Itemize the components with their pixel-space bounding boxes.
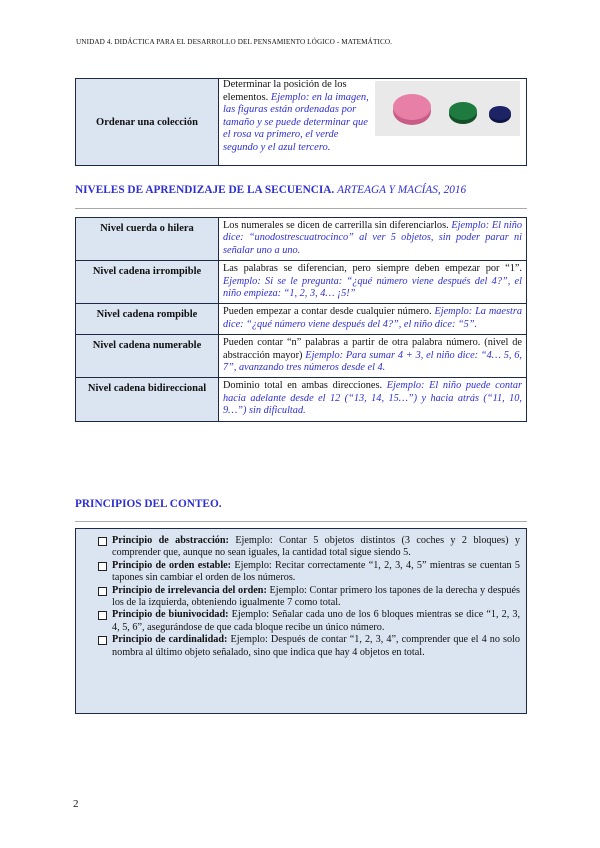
principle-text: Ejemplo: Contar primero los tapones de la derecha y después los de la izquierda, obteniendo igualmente 7 como total. bbox=[112, 584, 520, 609]
level-text: Dominio total en ambas direcciones. bbox=[223, 380, 383, 392]
table-row bbox=[76, 79, 527, 166]
table-row bbox=[76, 218, 527, 261]
principle-text: Ejemplo: Recitar correctamente “1, 2, 3, 4, 5” mientras se cuentan 5 tapones sin cambiar el orden de los números. bbox=[112, 559, 521, 584]
level-example: Ejemplo: El niño dice: “unodostrescuatrocinco” al ver 5 objetos, sin poder parar ni señalar uno a uno. bbox=[223, 220, 523, 256]
checkbox-icon bbox=[98, 537, 107, 546]
level-label: Nivel cadena rompible bbox=[76, 304, 219, 335]
level-text: Las palabras se diferencian, pero siempre deben empezar por “1”. bbox=[223, 263, 522, 275]
principles-list bbox=[96, 535, 520, 659]
ordering-table bbox=[75, 78, 527, 166]
list-item bbox=[96, 609, 520, 634]
levels-source: ARTEAGA Y MACÍAS, 2016 bbox=[337, 184, 467, 196]
row-label: Ordenar una colección bbox=[76, 79, 219, 166]
running-header: UNIDAD 4. DIDÁCTICA PARA EL DESARROLLO DEL PENSAMIENTO LÓGICO - MATEMÁTICO. bbox=[76, 38, 393, 46]
blue-disc-top bbox=[489, 106, 511, 120]
table-row bbox=[76, 378, 527, 421]
level-text: Pueden empezar a contar desde cualquier número. bbox=[223, 306, 432, 318]
principle-text: Ejemplo: Contar 5 objetos distintos (3 coches y 2 bloques) y comprender que, aunque no sean iguales, la cantidad total sigue siendo 5. bbox=[112, 535, 520, 559]
table-row bbox=[76, 261, 527, 304]
principle-title: Principio de orden estable: bbox=[112, 559, 232, 571]
page-number: 2 bbox=[73, 798, 79, 810]
level-label: Nivel cadena numerable bbox=[76, 335, 219, 378]
level-label: Nivel cuerda o hilera bbox=[76, 218, 219, 261]
principles-section-title: PRINCIPIOS DEL CONTEO. bbox=[75, 498, 222, 510]
list-item bbox=[96, 560, 520, 585]
ordering-text: Determinar la posición de los elementos. bbox=[223, 79, 347, 103]
section-divider bbox=[75, 521, 527, 522]
level-content bbox=[219, 218, 527, 261]
level-text: Pueden contar “n” palabras a partir de otra palabra número. (nivel de abstracción mayor) bbox=[223, 337, 522, 361]
principle-text: Ejemplo: Señalar cada uno de los 6 bloques mientras se dice “1, 2, 3, 4, 5, 6”, asegurándose de que cada bloque recibe un único número. bbox=[112, 609, 520, 633]
level-label: Nivel cadena bidireccional bbox=[76, 378, 219, 421]
list-item bbox=[96, 535, 520, 560]
ordering-example: Ejemplo: en la imagen, las figuras están ordenadas por tamaño y se puede determinar que el rosa va primero, el verde segundo y el azul tercero. bbox=[223, 91, 369, 153]
checkbox-icon bbox=[98, 587, 107, 596]
principle-title: Principio de irrelevancia del orden: bbox=[112, 584, 267, 596]
level-content bbox=[219, 261, 527, 304]
level-content bbox=[219, 304, 527, 335]
level-label: Nivel cadena irrompible bbox=[76, 261, 219, 304]
principle-text: Ejemplo: Después de contar “1, 2, 3, 4”, comprender que el 4 no solo nombra al último objeto señalado, sino que indica que hay 4 objetos en total. bbox=[112, 634, 521, 658]
level-content bbox=[219, 335, 527, 378]
levels-section-title bbox=[75, 184, 466, 196]
table-row bbox=[76, 304, 527, 335]
list-item bbox=[96, 634, 520, 659]
levels-table bbox=[75, 217, 527, 422]
level-example: Ejemplo: Si se le pregunta: “¿qué número viene después del 4?”, el niño empieza: “1, 2, 3, 4… ¡5!” bbox=[223, 275, 522, 300]
principle-title: Principio de cardinalidad: bbox=[112, 634, 228, 646]
checkbox-icon bbox=[98, 636, 107, 645]
ordered-figures-image bbox=[375, 81, 520, 136]
level-example: Ejemplo: El niño puede contar hacia adelante desde el 12 (“13, 14, 15…”) y hacia atrás (“11, 10, 9…”) sin dificultad. bbox=[223, 380, 523, 417]
checkbox-icon bbox=[98, 611, 107, 620]
level-example: Ejemplo: La maestra dice: “¿qué número viene después del 4?”, el niño dice: “5”. bbox=[223, 306, 522, 330]
levels-title: NIVELES DE APRENDIZAJE DE LA SECUENCIA. bbox=[75, 184, 335, 196]
row-content bbox=[219, 79, 527, 166]
green-disc-top bbox=[449, 102, 477, 120]
section-divider bbox=[75, 208, 527, 209]
pink-disc-top bbox=[393, 94, 431, 120]
table-row bbox=[76, 335, 527, 378]
list-item bbox=[96, 585, 520, 610]
principle-title: Principio de biunivocidad: bbox=[112, 609, 229, 621]
level-content bbox=[219, 378, 527, 421]
level-text: Los numerales se dicen de carrerilla sin diferenciarlos. bbox=[223, 220, 449, 231]
principle-title: Principio de abstracción: bbox=[112, 535, 229, 546]
checkbox-icon bbox=[98, 562, 107, 571]
level-example: Ejemplo: Para sumar 4 + 3, el niño dice: “4… 5, 6, 7”, avanzando tres números desde el 4. bbox=[223, 349, 523, 374]
